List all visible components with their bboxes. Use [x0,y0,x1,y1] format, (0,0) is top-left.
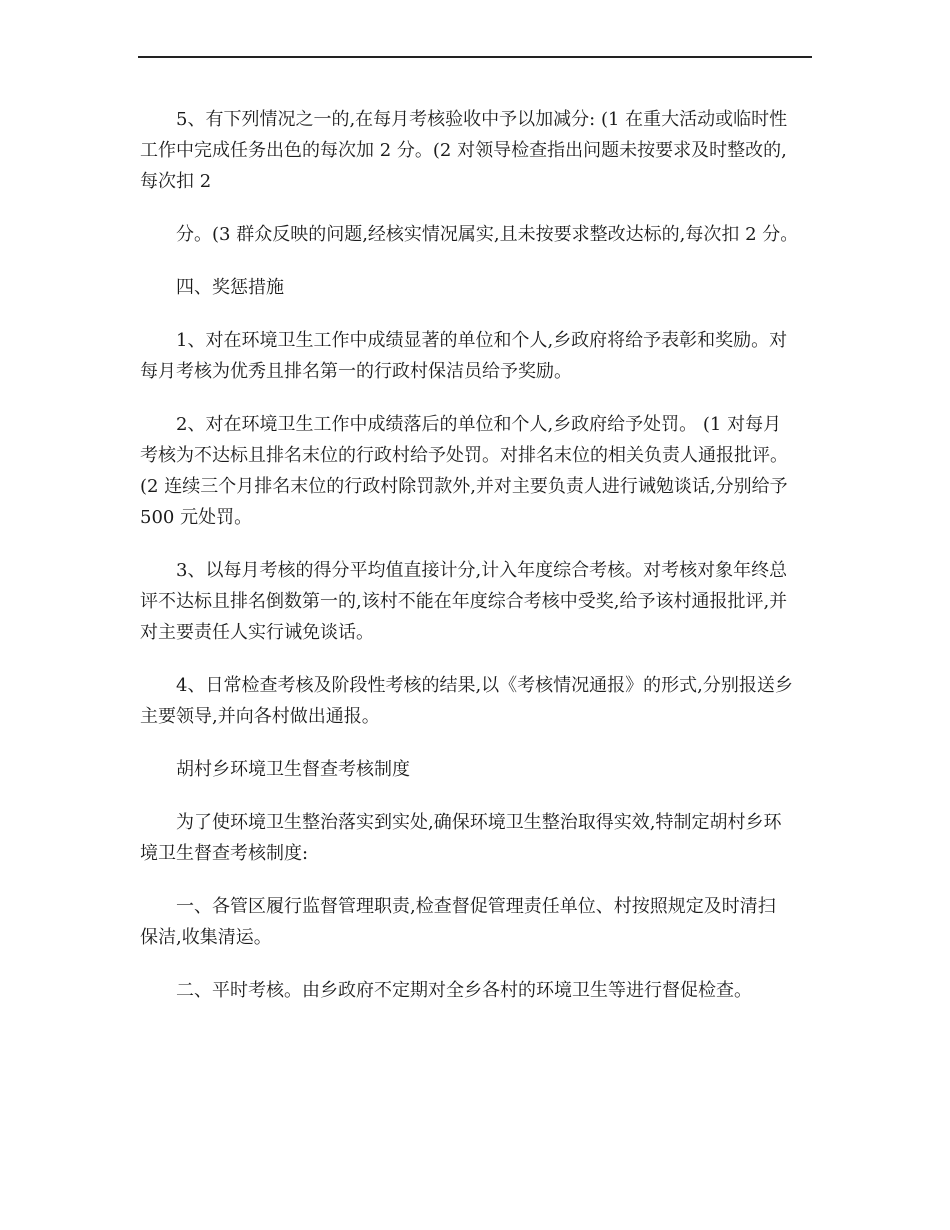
paragraph-deduction-complaints [140,219,812,250]
section-heading-inspection-system [140,754,812,785]
section-heading-rewards-penalties [140,272,812,303]
document-body [140,104,812,1028]
paragraph-scoring-adjustments [140,104,812,197]
text-line: 2、对在环境卫生工作中成绩落后的单位和个人,乡政府给予处罚。 (1 对每月 [176,414,782,435]
text-line: 每次扣 2 [140,171,212,192]
text-line: 5、有下列情况之一的,在每月考核验收中予以加减分: (1 在重大活动或临时性 [176,109,788,130]
text-line: 分。(3 群众反映的问题,经核实情况属实,且未按要求整改达标的,每次扣 2 分。 [176,224,799,245]
text-line: 工作中完成任务出色的每次加 2 分。(2 对领导检查指出问题未按要求及时整改的, [140,140,787,161]
header-rule [138,56,812,58]
paragraph-purpose [140,807,812,869]
paragraph-annual-assessment [140,555,812,648]
text-line: 500 元处罚。 [140,507,253,528]
text-line: 评不达标且排名倒数第一的,该村不能在年度综合考核中受奖,给予该村通报批评,并 [140,591,788,612]
text-line: 四、奖惩措施 [176,277,284,298]
text-line: 一、各管区履行监督管理职责,检查督促管理责任单位、村按照规定及时清扫 [176,896,776,917]
text-line: 考核为不达标且排名末位的行政村给予处罚。对排名末位的相关负责人通报批评。 [140,445,788,466]
paragraph-rewards [140,325,812,387]
text-line: 境卫生督查考核制度: [140,843,309,864]
text-line: (2 连续三个月排名末位的行政村除罚款外,并对主要负责人进行诫勉谈话,分别给予 [140,476,788,497]
paragraph-penalties [140,409,812,533]
paragraph-item-two [140,975,812,1006]
text-line: 对主要责任人实行诫免谈话。 [140,622,374,643]
text-line: 胡村乡环境卫生督查考核制度 [176,759,410,780]
paragraph-reporting [140,670,812,732]
text-line: 每月考核为优秀且排名第一的行政村保洁员给予奖励。 [140,361,572,382]
paragraph-item-one [140,891,812,953]
text-line: 3、以每月考核的得分平均值直接计分,计入年度综合考核。对考核对象年终总 [176,560,788,581]
text-line: 4、日常检查考核及阶段性考核的结果,以《考核情况通报》的形式,分别报送乡 [176,675,793,696]
text-line: 二、平时考核。由乡政府不定期对全乡各村的环境卫生等进行督促检查。 [176,980,752,1001]
text-line: 保洁,收集清运。 [140,927,272,948]
text-line: 为了使环境卫生整治落实到实处,确保环境卫生整治取得实效,特制定胡村乡环 [176,812,782,833]
text-line: 1、对在环境卫生工作中成绩显著的单位和个人,乡政府将给予表彰和奖励。对 [176,330,788,351]
text-line: 主要领导,并向各村做出通报。 [140,706,380,727]
